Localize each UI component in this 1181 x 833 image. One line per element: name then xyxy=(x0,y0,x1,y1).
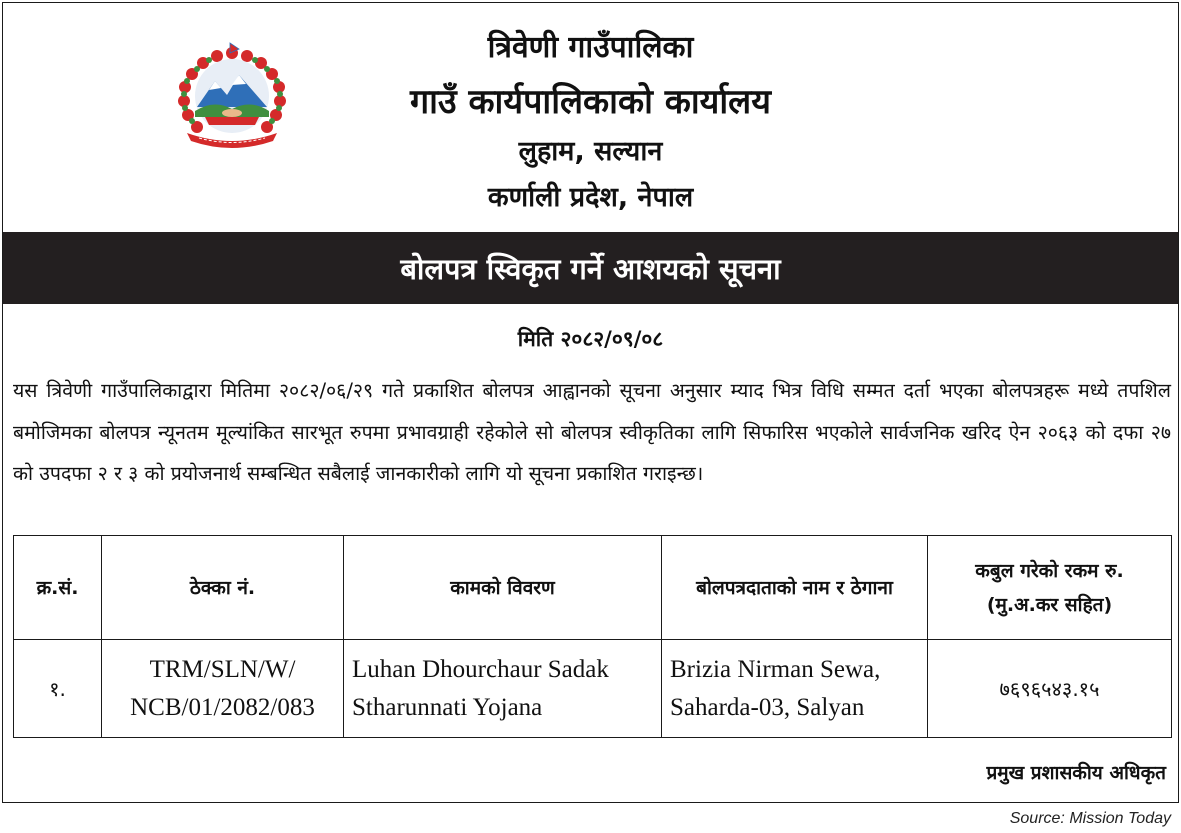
cell-work xyxy=(344,640,662,738)
col-header-contract-no: ठेक्का नं. xyxy=(102,536,344,640)
notice-title: बोलपत्र स्विकृत गर्ने आशयको सूचना xyxy=(400,251,781,286)
cell-bidder-line1: Brizia Nirman Sewa, xyxy=(670,655,881,683)
notice-document xyxy=(2,2,1179,803)
cell-contract-no-line2: NCB/01/2082/083 xyxy=(130,693,315,721)
office-name: गाउँ कार्यपालिकाको कार्यालय xyxy=(410,82,771,122)
cell-contract-no xyxy=(102,640,344,738)
signature-title: प्रमुख प्रशासकीय अधिकृत xyxy=(986,762,1166,784)
office-location: लुहाम, सल्यान xyxy=(518,136,663,167)
notice-title-band xyxy=(3,232,1178,304)
col-header-amount-line2: (मु.अ.कर सहित) xyxy=(986,593,1113,616)
notice-date: मिति २०८२/०९/०८ xyxy=(517,327,664,351)
source-credit: Source: Mission Today xyxy=(1009,810,1171,827)
col-header-work: कामको विवरण xyxy=(344,536,662,640)
notice-header xyxy=(3,3,1178,232)
cell-amount: ७६९६५४३.१५ xyxy=(928,640,1172,738)
col-header-amount xyxy=(928,536,1172,640)
municipality-name: त्रिवेणी गाउँपालिका xyxy=(487,30,694,65)
col-header-amount-line1: कबुल गरेको रकम रु. xyxy=(975,559,1124,582)
cell-contract-no-line1: TRM/SLN/W/ xyxy=(149,655,296,683)
cell-bidder xyxy=(662,640,928,738)
col-header-bidder: बोलपत्रदाताको नाम र ठेगाना xyxy=(662,536,928,640)
table-row xyxy=(14,640,1172,738)
cell-work-line1: Luhan Dhourchaur Sadak xyxy=(352,655,609,683)
province-country: कर्णाली प्रदेश, नेपाल xyxy=(487,182,694,213)
table-header-row xyxy=(14,536,1172,640)
cell-bidder-line2: Saharda-03, Salyan xyxy=(670,693,865,721)
cell-sn: १. xyxy=(14,640,102,738)
col-header-sn: क्र.सं. xyxy=(14,536,102,640)
bid-table xyxy=(13,535,1172,738)
cell-work-line2: Stharunnati Yojana xyxy=(352,693,543,721)
notice-body: यस त्रिवेणी गाउँपालिकाद्वारा मितिमा २०८२/०६/२९ गते प्रकाशित बोलपत्र आह्वानको सूचना अनुसार म्याद भित्र विधि सम्मत दर्ता भएका बोलपत्रहरू मध्ये तपशिल बमोजिमका बोलपत्र न्यूनतम मूल्यांकित सारभूत रुपमा प्रभावग्राही रहेकोले सो बोलपत्र स्वीकृतिका लागि सिफारिस भएकोले सार्वजनिक खरिद ऐन २०६३ को दफा २७ को उपदफा २ र ३ को प्रयोजनार्थ सम्बन्धित सबैलाई जानकारीको लागि यो सूचना प्रकाशित गराइन्छ। xyxy=(13,379,1171,485)
